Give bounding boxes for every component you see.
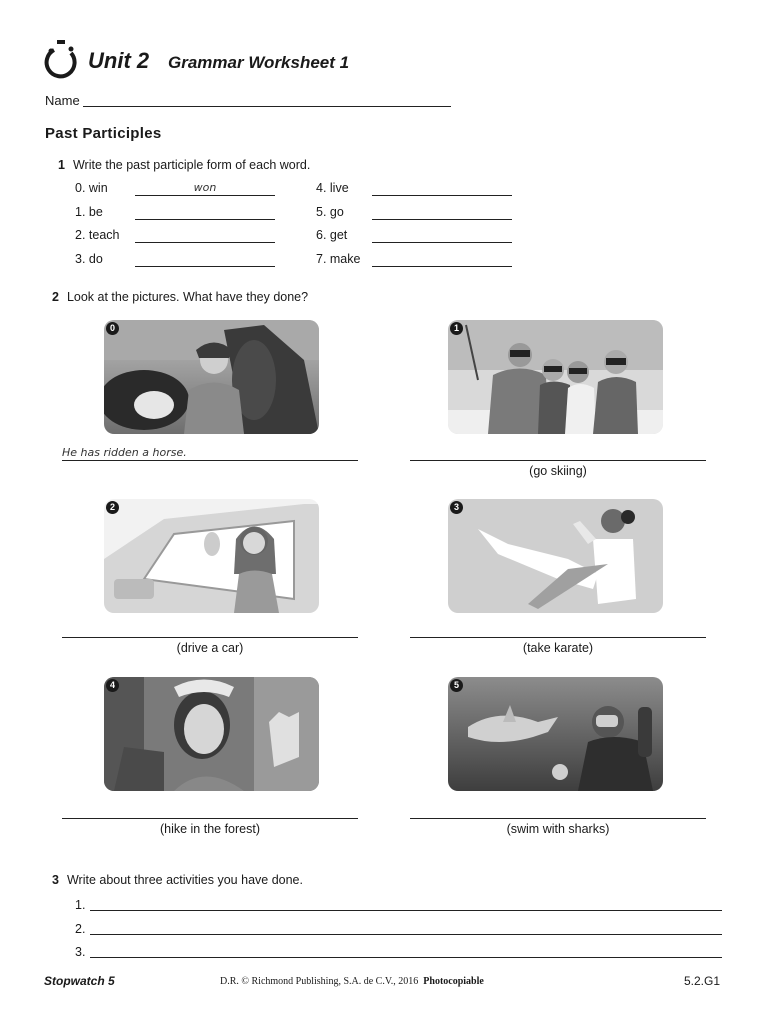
word-0: 0. win: [75, 181, 108, 195]
photo-badge-5: 5: [450, 679, 463, 692]
stopwatch-icon: [44, 40, 80, 80]
exercise-3-number: 3: [52, 873, 59, 887]
exercise-1-instruction: [58, 158, 310, 172]
answer-photo-0: He has ridden a horse.: [62, 446, 187, 459]
exercise-1-text: Write the past participle form of each word.: [72, 158, 311, 172]
answer-line-photo-5[interactable]: [410, 818, 706, 819]
exercise-3-instruction: [52, 873, 303, 887]
answer-line-photo-0[interactable]: [62, 460, 358, 461]
footer-brand: Stopwatch 5: [44, 974, 115, 988]
answer-line-photo-4[interactable]: [62, 818, 358, 819]
photo-badge-2: 2: [106, 501, 119, 514]
word-4: 4. live: [316, 181, 349, 195]
answer-line-0[interactable]: [135, 195, 275, 196]
answer-line-4[interactable]: [372, 195, 512, 196]
unit-title: Unit 2: [88, 48, 150, 73]
caption-photo-1: (go skiing): [529, 464, 587, 478]
copyright-text: D.R. © Richmond Publishing, S.A. de C.V., 2016: [220, 976, 419, 987]
activity-line-label-1: 1.: [75, 898, 86, 912]
exercise-2-number: 2: [52, 290, 59, 304]
activity-line-3[interactable]: [90, 957, 722, 958]
worksheet-title: Grammar Worksheet 1: [168, 53, 350, 72]
photo-badge-0: 0: [106, 322, 119, 335]
activity-line-1[interactable]: [90, 910, 722, 911]
photo-badge-3: 3: [450, 501, 463, 514]
answer-line-photo-3[interactable]: [410, 637, 706, 638]
photo-boy-with-horse: [104, 320, 319, 434]
answer-line-photo-1[interactable]: [410, 460, 706, 461]
photo-badge-1: 1: [450, 322, 463, 335]
footer-code: 5.2.G1: [684, 974, 721, 988]
exercise-1-number: 1: [58, 158, 65, 172]
caption-photo-4: (hike in the forest): [159, 822, 261, 836]
exercise-3-text: Write about three activities you have done.: [66, 873, 303, 887]
word-5: 5. go: [316, 205, 344, 219]
activity-line-label-2: 2.: [75, 922, 86, 936]
exercise-2-text: Look at the pictures. What have they done?: [66, 290, 309, 304]
photocopiable-text: Photocopiable: [423, 976, 484, 987]
answer-line-photo-2[interactable]: [62, 637, 358, 638]
section-title: Past Participles: [45, 125, 162, 142]
answer-line-7[interactable]: [372, 266, 512, 267]
photo-diver-with-shark: [448, 677, 663, 791]
word-3: 3. do: [75, 252, 103, 266]
word-7: 7. make: [316, 252, 361, 266]
caption-photo-5: (swim with sharks): [506, 822, 610, 836]
exercise-2-instruction: [52, 290, 308, 304]
activity-line-label-3: 3.: [75, 945, 86, 959]
word-6: 6. get: [316, 228, 348, 242]
photo-badge-4: 4: [106, 679, 119, 692]
answer-line-2[interactable]: [135, 242, 275, 243]
activity-line-2[interactable]: [90, 934, 722, 935]
caption-photo-2: (drive a car): [176, 641, 244, 655]
word-1: 1. be: [75, 205, 103, 219]
caption-photo-3: (take karate): [522, 641, 594, 655]
answer-line-3[interactable]: [135, 266, 275, 267]
answer-line-5[interactable]: [372, 219, 512, 220]
answer-line-6[interactable]: [372, 242, 512, 243]
answer-line-1[interactable]: [135, 219, 275, 220]
name-field[interactable]: [83, 106, 451, 107]
photo-girl-driving-car: [104, 499, 319, 613]
footer-copyright: [220, 976, 484, 987]
photo-skiers: [448, 320, 663, 434]
photo-girl-hiking: [104, 677, 319, 791]
name-label: Name: [45, 93, 80, 108]
answer-0: won: [193, 181, 217, 194]
photo-girl-karate: [448, 499, 663, 613]
word-2: 2. teach: [75, 228, 120, 242]
